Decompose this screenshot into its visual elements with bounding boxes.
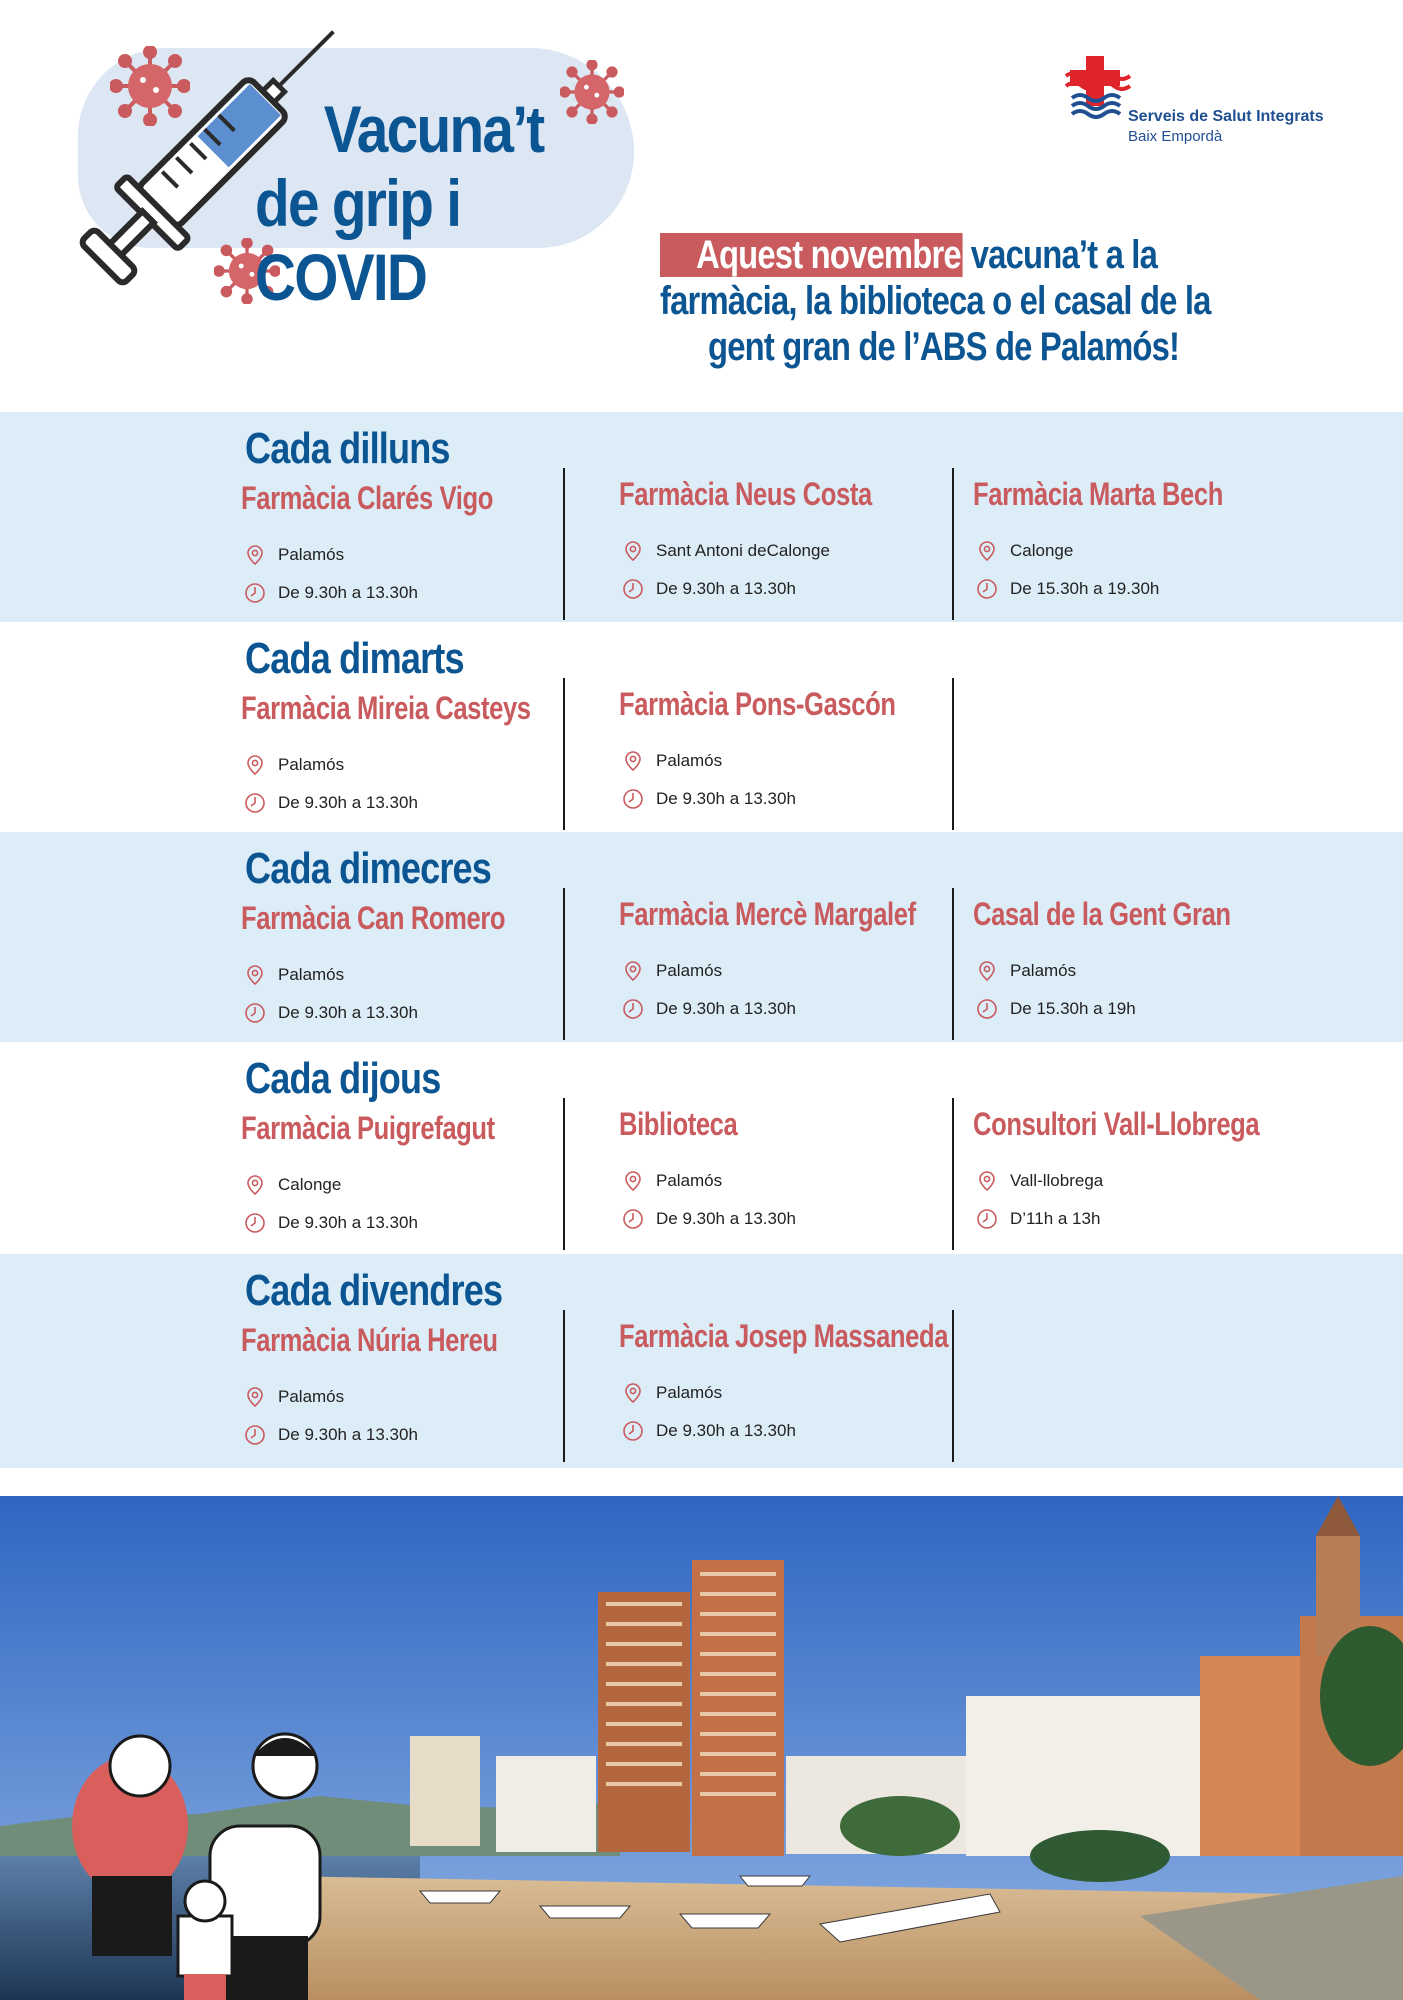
clock-icon (244, 1212, 266, 1234)
column-divider (952, 1310, 954, 1462)
title-line-2: de grip i COVID (255, 166, 461, 314)
site-location-text: Palamós (656, 1171, 723, 1190)
site-hours (622, 578, 796, 600)
site-hours-text: De 9.30h a 13.30h (656, 1421, 796, 1440)
vaccination-site-name: Casal de la Gent Gran (973, 896, 1231, 932)
day-heading: Cada dimarts (245, 634, 464, 683)
clock-icon (622, 578, 644, 600)
column-divider (952, 678, 954, 830)
site-location-text: Calonge (1010, 541, 1074, 560)
location-pin-icon (244, 1386, 266, 1408)
site-location-text: Sant Antoni deCalonge (656, 541, 830, 560)
site-hours (622, 1208, 796, 1230)
clock-icon (244, 1424, 266, 1446)
schedule-day-band (0, 832, 1403, 1042)
vaccination-site-name: Farmàcia Pons-Gascón (619, 686, 896, 722)
vaccination-site-name: Farmàcia Mercè Margalef (619, 896, 916, 932)
page-title (255, 92, 599, 314)
clock-icon (976, 1208, 998, 1230)
site-hours-text: De 9.30h a 13.30h (656, 999, 796, 1018)
clock-icon (244, 1002, 266, 1024)
clock-icon (622, 788, 644, 810)
vaccination-site-name: Farmàcia Clarés Vigo (241, 480, 493, 516)
site-hours-text: De 9.30h a 13.30h (656, 579, 796, 598)
vaccination-site-name: Farmàcia Puigrefagut (241, 1110, 495, 1146)
location-pin-icon (622, 540, 644, 562)
vaccination-site-name: Farmàcia Marta Bech (973, 476, 1223, 512)
site-hours (976, 1208, 1100, 1230)
site-hours (244, 1212, 418, 1234)
column-divider (563, 1098, 565, 1250)
site-location-text: Palamós (278, 755, 345, 774)
site-location (976, 960, 1076, 982)
virus-icon (110, 46, 190, 126)
vaccination-site-name: Farmàcia Neus Costa (619, 476, 872, 512)
vaccination-site-name: Farmàcia Mireia Casteys (241, 690, 531, 726)
tagline (660, 232, 1300, 370)
site-location (244, 1174, 341, 1196)
day-heading: Cada divendres (245, 1266, 503, 1315)
day-heading: Cada dimecres (245, 844, 492, 893)
site-location (622, 1382, 722, 1404)
site-hours (244, 792, 418, 814)
location-pin-icon (976, 960, 998, 982)
column-divider (563, 888, 565, 1040)
schedule-day-band (0, 412, 1403, 622)
tagline-part-3: gent gran de l’ABS de Palamós! (708, 325, 1180, 369)
site-hours (622, 998, 796, 1020)
schedule-day-band (0, 1254, 1403, 1468)
site-hours-text: De 9.30h a 13.30h (656, 789, 796, 808)
location-pin-icon (244, 1174, 266, 1196)
clock-icon (622, 998, 644, 1020)
day-heading: Cada dilluns (245, 424, 450, 473)
location-pin-icon (976, 540, 998, 562)
site-location-text: Palamós (656, 961, 723, 980)
health-service-logo-icon (1064, 56, 1134, 126)
site-location (622, 1170, 722, 1192)
site-location (622, 540, 830, 562)
location-pin-icon (622, 1382, 644, 1404)
tagline-part-1: vacuna’t a la (962, 233, 1157, 277)
clock-icon (976, 578, 998, 600)
column-divider (952, 468, 954, 620)
site-location (622, 960, 722, 982)
site-hours (976, 998, 1136, 1020)
clock-icon (976, 998, 998, 1020)
tagline-highlight: Aquest novembre (660, 233, 962, 277)
site-location-text: Palamós (656, 751, 723, 770)
location-pin-icon (244, 754, 266, 776)
schedule-day-band (0, 1042, 1403, 1254)
column-divider (952, 1098, 954, 1250)
tagline-part-2: farmàcia, la biblioteca o el casal de la (660, 279, 1211, 323)
site-location-text: Palamós (656, 1383, 723, 1402)
site-location-text: Palamós (278, 1387, 345, 1406)
site-hours (976, 578, 1159, 600)
column-divider (952, 888, 954, 1040)
clock-icon (244, 582, 266, 604)
site-location-text: Palamós (1010, 961, 1077, 980)
title-line-1: Vacuna’t (323, 92, 544, 166)
location-pin-icon (244, 964, 266, 986)
vaccination-site-name: Biblioteca (619, 1106, 738, 1142)
site-hours-text: De 15.30h a 19.30h (1010, 579, 1160, 598)
site-location (976, 540, 1073, 562)
site-hours-text: De 9.30h a 13.30h (278, 1425, 418, 1444)
site-location (244, 964, 344, 986)
site-hours (244, 1002, 418, 1024)
site-location (976, 1170, 1103, 1192)
site-location (244, 754, 344, 776)
location-pin-icon (622, 1170, 644, 1192)
column-divider (563, 1310, 565, 1462)
site-hours-text: De 15.30h a 19h (1010, 999, 1136, 1018)
location-pin-icon (976, 1170, 998, 1192)
day-heading: Cada dijous (245, 1054, 441, 1103)
site-location (244, 544, 344, 566)
vaccination-site-name: Farmàcia Can Romero (241, 900, 506, 936)
column-divider (563, 468, 565, 620)
vaccination-site-name: Farmàcia Josep Massaneda (619, 1318, 949, 1354)
site-hours-text: De 9.30h a 13.30h (278, 1213, 418, 1232)
site-location-text: Palamós (278, 545, 345, 564)
location-pin-icon (622, 960, 644, 982)
clock-icon (244, 792, 266, 814)
site-hours-text: De 9.30h a 13.30h (278, 793, 418, 812)
site-hours (622, 788, 796, 810)
schedule-day-band (0, 622, 1403, 832)
palamos-beach-photo (0, 1496, 1403, 2000)
organization-logo (1064, 56, 1344, 146)
site-hours-text: De 9.30h a 13.30h (278, 1003, 418, 1022)
site-location-text: Calonge (278, 1175, 342, 1194)
logo-subtitle: Baix Empordà (1128, 128, 1223, 145)
clock-icon (622, 1208, 644, 1230)
site-location (622, 750, 722, 772)
site-location (244, 1386, 344, 1408)
site-hours-text: De 9.30h a 13.30h (656, 1209, 796, 1228)
vaccination-site-name: Consultori Vall-Llobrega (973, 1106, 1260, 1142)
location-pin-icon (622, 750, 644, 772)
site-hours-text: D’11h a 13h (1010, 1209, 1101, 1228)
vaccination-site-name: Farmàcia Núria Hereu (241, 1322, 498, 1358)
site-hours (244, 582, 418, 604)
site-hours-text: De 9.30h a 13.30h (278, 583, 418, 602)
clock-icon (622, 1420, 644, 1442)
site-location-text: Palamós (278, 965, 345, 984)
site-hours (622, 1420, 796, 1442)
logo-title: Serveis de Salut Integrats (1128, 108, 1324, 125)
site-hours (244, 1424, 418, 1446)
site-location-text: Vall-llobrega (1010, 1171, 1104, 1190)
column-divider (563, 678, 565, 830)
location-pin-icon (244, 544, 266, 566)
